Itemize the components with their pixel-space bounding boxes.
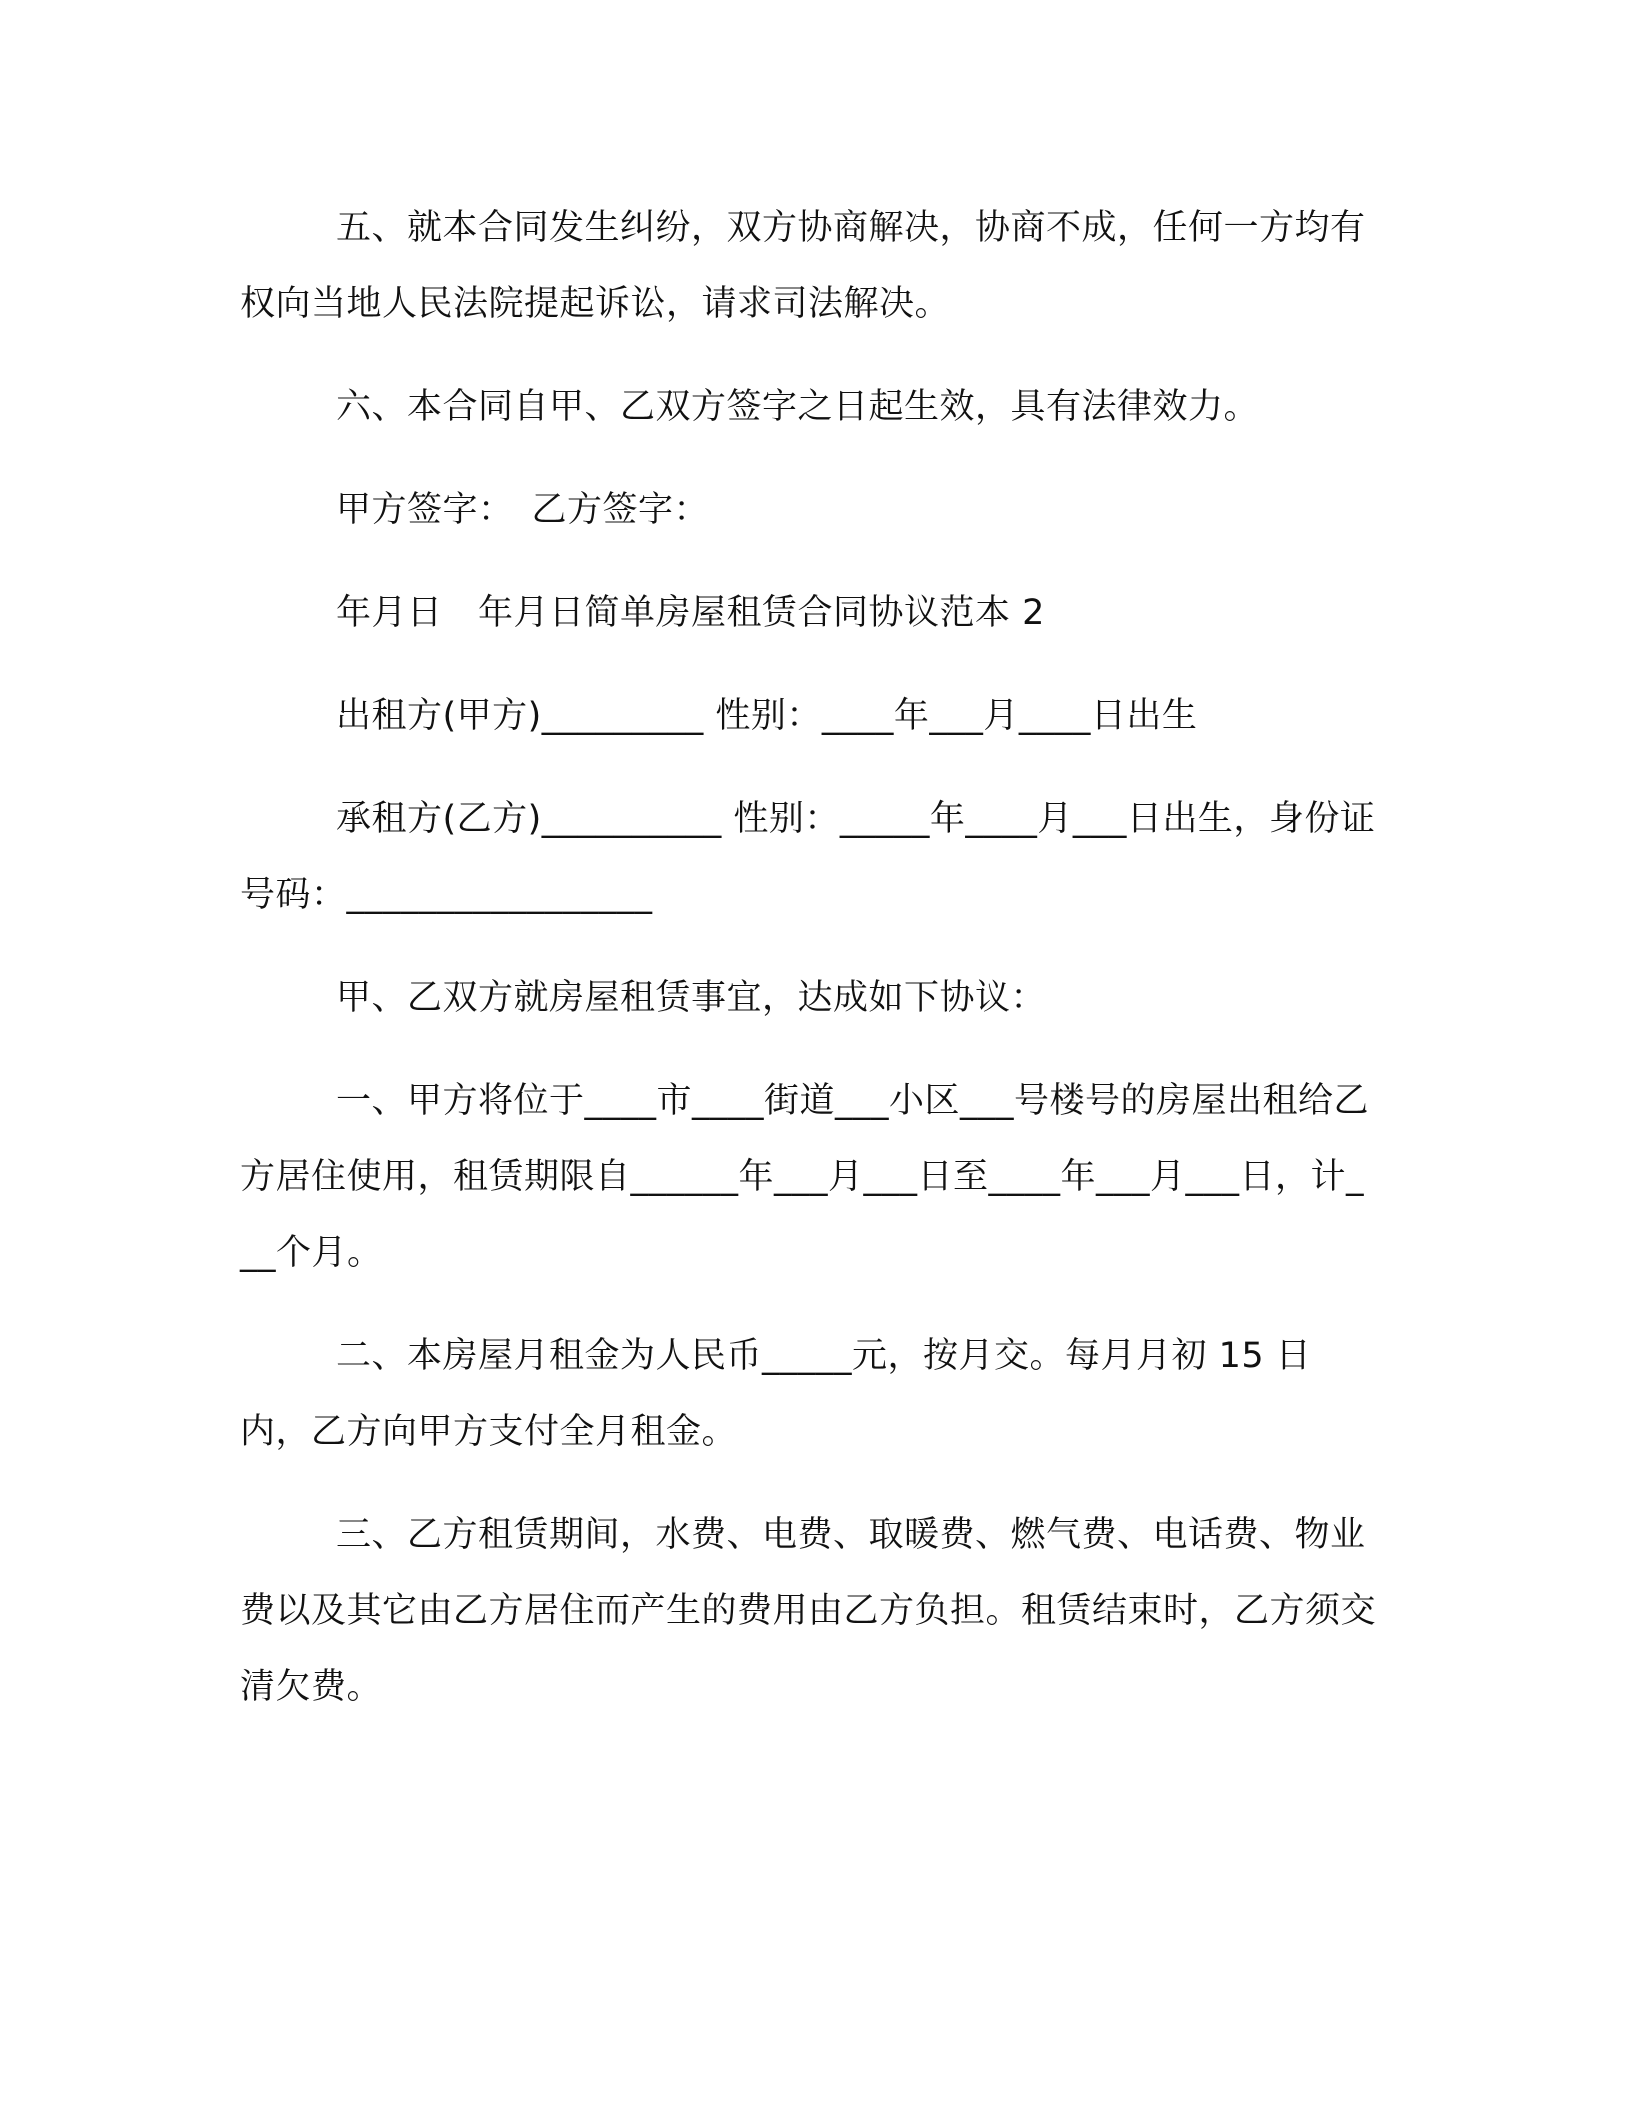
agreement-intro: 甲、乙双方就房屋租赁事宜，达成如下协议： [336,978,1047,1018]
document-body [240,190,1380,1752]
clause-three: 三、乙方租赁期间，水费、电费、取暖费、燃气费、电话费、物业费以及其它由乙方居住而产生的费用由乙方负担。租赁结束时，乙方须交清欠费。 [240,1515,1377,1707]
clause-six: 六、本合同自甲、乙双方签字之日起生效，具有法律效力。 [336,387,1260,427]
lessee-line: 承租方(乙方)__________ 性别：_____年____月___日出生，身份证号码：_________________ [240,799,1376,915]
clause-two: 二、本房屋月租金为人民币_____元，按月交。每月月初 15 日内，乙方向甲方支付全月租金。 [240,1336,1312,1452]
clause-five: 五、就本合同发生纠纷，双方协商解决，协商不成，任何一方均有权向当地人民法院提起诉讼，请求司法解决。 [240,208,1366,324]
date-and-title-line: 年月日 年月日简单房屋租赁合同协议范本 2 [336,593,1045,633]
signature-line: 甲方签字： 乙方签字： [336,490,710,530]
lessor-line: 出租方(甲方)_________ 性别：____年___月____日出生 [336,696,1198,736]
clause-one: 一、甲方将位于____市____街道___小区___号楼号的房屋出租给乙方居住使用，租赁期限自______年___月___日至____年___月___日，计___个月。 [240,1081,1370,1273]
